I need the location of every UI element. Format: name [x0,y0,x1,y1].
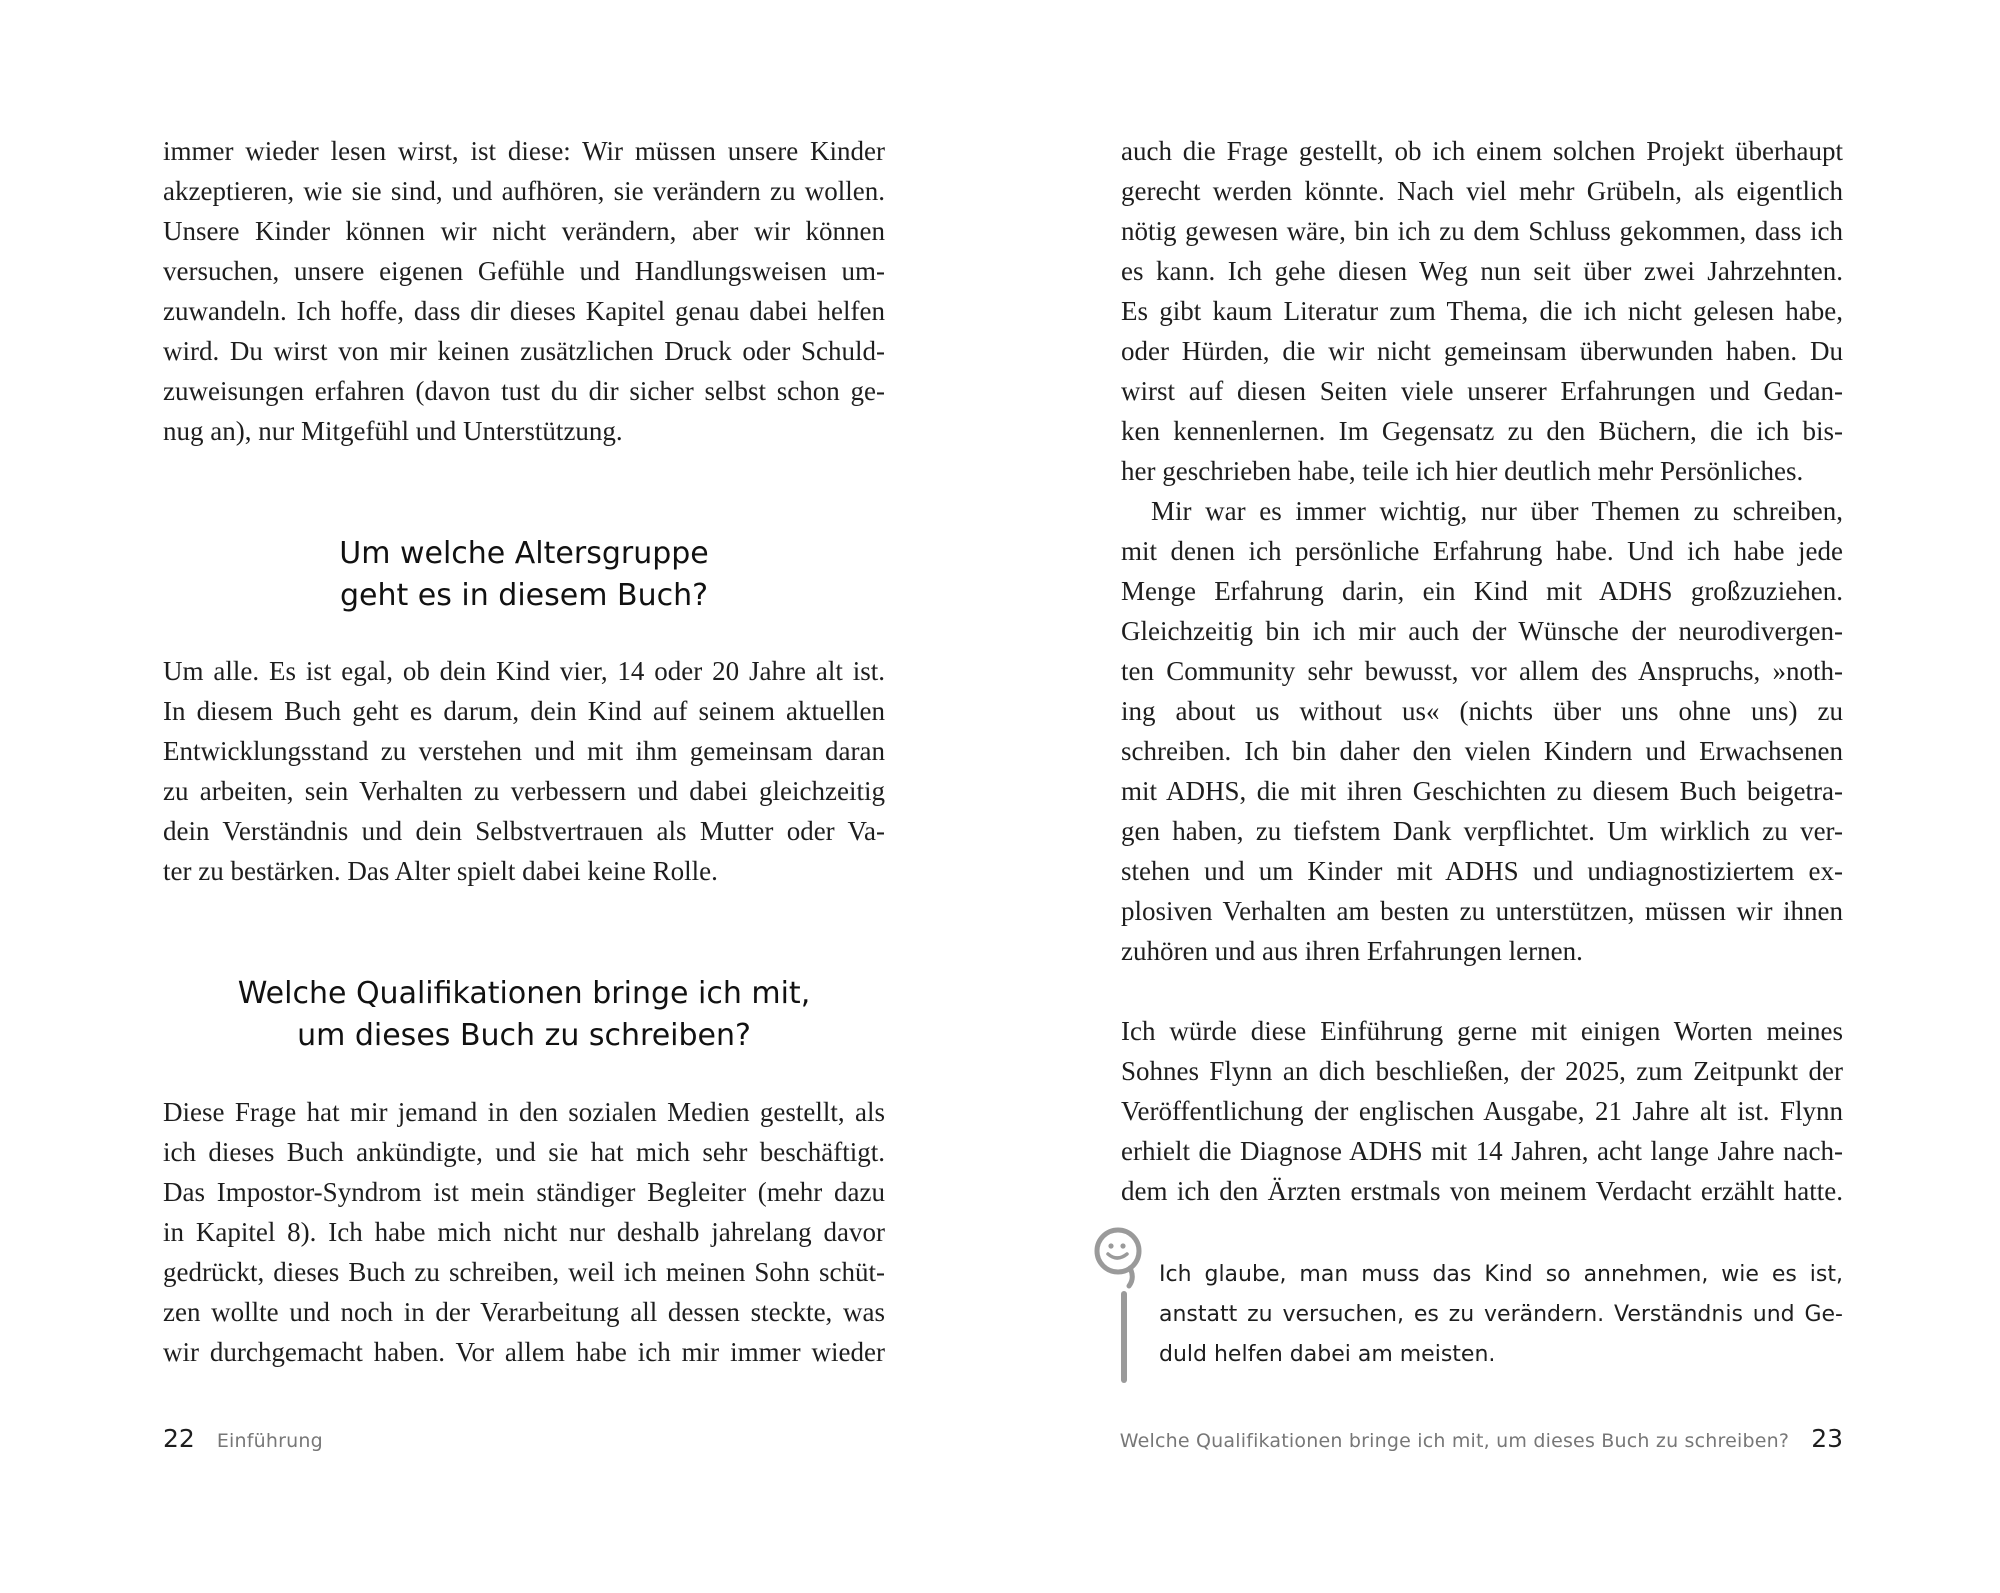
text-line: Um alle. Es ist egal, ob dein Kind vier, 14 oder 20 Jahre alt ist. [163,656,885,686]
text-line: zuwandeln. Ich hoffe, dass dir dieses Kapitel genau dabei helfen [163,296,885,326]
running-head: Welche Qualifikationen bringe ich mit, um dieses Buch zu schreiben? [1119,1430,1790,1452]
left-footer [163,1424,323,1464]
text-line: gedrückt, dieses Buch zu schreiben, weil ich meinen Sohn schüt- [163,1257,885,1287]
right-paragraph-1 [1121,131,1843,491]
text-line: zuhören und aus ihren Erfahrungen lernen. [1121,936,1583,966]
text-line: erhielt die Diagnose ADHS mit 14 Jahren, acht lange Jahre nach- [1121,1136,1843,1166]
text-line: Veröffentlichung der englischen Ausgabe, 21 Jahre alt ist. Flynn [1121,1096,1843,1126]
heading-age-group [163,533,885,617]
text-line: dein Verständnis und dein Selbstvertrauen als Mutter oder Va- [163,816,885,846]
text-line: es kann. Ich gehe diesen Weg nun seit über zwei Jahrzehnten. [1121,256,1843,286]
text-line: Diese Frage hat mir jemand in den sozialen Medien gestellt, als [163,1097,885,1127]
heading-line: um dieses Buch zu schreiben? [297,1018,751,1053]
text-line: nötig gewesen wäre, bin ich zu dem Schluss gekommen, dass ich [1121,216,1843,246]
text-line: wir durchgemacht haben. Vor allem habe ich mir immer wieder [163,1337,885,1367]
text-line: oder Hürden, die wir nicht gemeinsam überwunden haben. Du [1121,336,1843,366]
text-line: in Kapitel 8). Ich habe mich nicht nur deshalb jahrelang davor [163,1217,885,1247]
quote-line: anstatt zu versuchen, es zu verändern. Verständnis und Ge- [1159,1302,1843,1327]
text-line: zu arbeiten, sein Verhalten zu verbessern und dabei gleichzeitig [163,776,885,806]
left-paragraph-3 [163,1092,885,1372]
text-line: zen wollte und noch in der Verarbeitung all dessen steckte, was [163,1297,885,1327]
heading-qualifications [163,973,885,1057]
heading-line: geht es in diesem Buch? [339,578,709,613]
text-line: gen haben, zu tiefstem Dank verpflichtet. Um wirklich zu ver- [1121,816,1843,846]
heading-line: Welche Qualifikationen bringe ich mit, [237,976,811,1011]
text-line: mit denen ich persönliche Erfahrung habe. Und ich habe jede [1121,536,1843,566]
text-line: ich dieses Buch ankündigte, und sie hat mich sehr beschäftigt. [163,1137,885,1167]
text-line: zuweisungen erfahren (davon tust du dir sicher selbst schon ge- [163,376,885,406]
text-line: immer wieder lesen wirst, ist diese: Wir müssen unsere Kinder [163,136,885,166]
text-line: her geschrieben habe, teile ich hier deutlich mehr Persönliches. [1121,456,1804,486]
right-paragraph-3 [1121,1011,1843,1211]
text-line: ten Community sehr bewusst, vor allem des Anspruchs, »noth- [1121,656,1843,686]
quote-line: duld helfen dabei am meisten. [1159,1342,1496,1367]
text-line: Gleichzeitig bin ich mir auch der Wünsche der neurodivergen- [1121,616,1843,646]
text-line: wirst auf diesen Seiten viele unserer Erfahrungen und Gedan- [1121,376,1843,406]
quote-block [1159,1255,1843,1375]
page-number: 23 [1811,1424,1843,1453]
text-line: plosiven Verhalten am besten zu unterstützen, müssen wir ihnen [1121,896,1843,926]
text-line: Es gibt kaum Literatur zum Thema, die ich nicht gelesen habe, [1121,296,1843,326]
text-line: mit ADHS, die mit ihren Geschichten zu diesem Buch beigetra- [1121,776,1843,806]
page-number: 22 [163,1424,195,1453]
left-paragraph-1 [163,131,885,451]
text-line: Unsere Kinder können wir nicht verändern, aber wir können [163,216,885,246]
text-line: Ich würde diese Einführung gerne mit einigen Worten meines [1121,1016,1843,1046]
text-line: versuchen, unsere eigenen Gefühle und Handlungsweisen um- [163,256,885,286]
left-paragraph-2 [163,651,885,891]
text-line: Das Impostor-Syndrom ist mein ständiger Begleiter (mehr dazu [163,1177,885,1207]
text-line: auch die Frage gestellt, ob ich einem solchen Projekt überhaupt [1121,136,1843,166]
quote-icon [1091,1226,1151,1386]
text-line: Sohnes Flynn an dich beschließen, der 2025, zum Zeitpunkt der [1121,1056,1843,1086]
text-line: ken kennenlernen. Im Gegensatz zu den Büchern, die ich bis- [1121,416,1843,446]
text-line: ing about us without us« (nichts über uns ohne uns) zu [1121,696,1843,726]
text-line: schreiben. Ich bin daher den vielen Kindern und Erwachsenen [1121,736,1843,766]
right-footer [1121,1424,1843,1464]
running-head: Einführung [216,1430,323,1452]
right-paragraph-2 [1121,491,1843,971]
text-line: ter zu bestärken. Das Alter spielt dabei keine Rolle. [163,856,718,886]
quote-line: Ich glaube, man muss das Kind so annehmen, wie es ist, [1159,1262,1843,1287]
text-line: Menge Erfahrung darin, ein Kind mit ADHS großzuziehen. [1121,576,1843,606]
text-line: nug an), nur Mitgefühl und Unterstützung. [163,416,623,446]
text-line: Mir war es immer wichtig, nur über Themen zu schreiben, [1151,496,1843,526]
heading-line: Um welche Altersgruppe [339,536,709,571]
text-line: gerecht werden könnte. Nach viel mehr Grübeln, als eigentlich [1121,176,1843,206]
text-line: wird. Du wirst von mir keinen zusätzlichen Druck oder Schuld- [163,336,885,366]
text-line: akzeptieren, wie sie sind, und aufhören, sie verändern zu wollen. [163,176,885,206]
text-line: In diesem Buch geht es darum, dein Kind auf seinem aktuellen [163,696,885,726]
text-line: Entwicklungsstand zu verstehen und mit ihm gemeinsam daran [163,736,885,766]
smiley-lollipop-icon [1091,1226,1151,1386]
text-line: dem ich den Ärzten erstmals von meinem Verdacht erzählt hatte. [1121,1176,1843,1206]
text-line: stehen und um Kinder mit ADHS und undiagnostiziertem ex- [1121,856,1843,886]
